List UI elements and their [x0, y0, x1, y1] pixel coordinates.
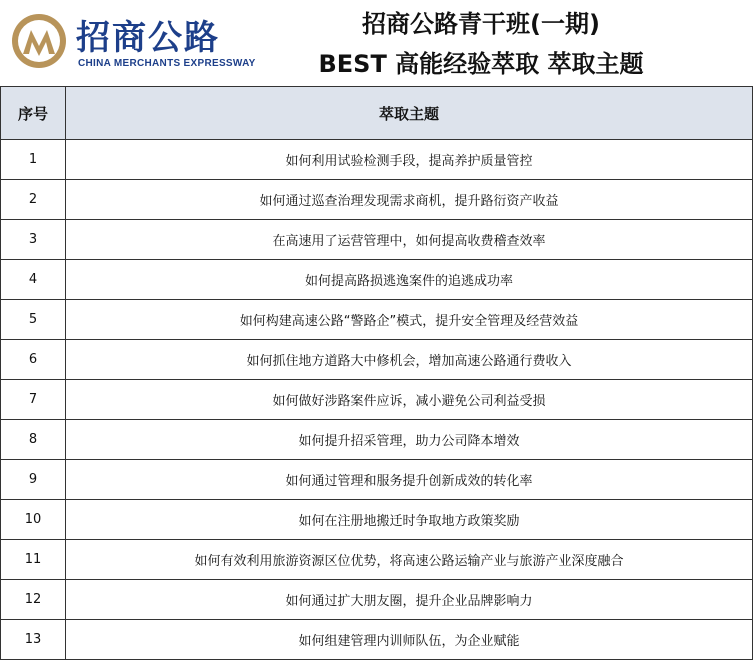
table-row [1, 340, 753, 380]
row-index: 3 [1, 220, 66, 260]
page-subtitle: BEST 高能经验萃取 萃取主题 [318, 50, 644, 78]
row-topic: 如何有效利用旅游资源区位优势，将高速公路运输产业与旅游产业深度融合 [66, 540, 753, 580]
row-topic: 如何提升招采管理，助力公司降本增效 [66, 420, 753, 460]
row-index: 10 [1, 500, 66, 540]
row-topic: 如何通过巡查治理发现需求商机，提升路衍资产收益 [66, 180, 753, 220]
brand-name-en: CHINA MERCHANTS EXPRESSWAY [78, 58, 256, 69]
column-header-index: 序号 [1, 87, 66, 140]
table-row [1, 380, 753, 420]
table-row [1, 500, 753, 540]
table-row [1, 540, 753, 580]
table-row [1, 140, 753, 180]
table-row [1, 580, 753, 620]
header [0, 0, 753, 86]
row-topic: 在高速用了运营管理中，如何提高收费稽查效率 [66, 220, 753, 260]
table-header-row [1, 87, 753, 140]
row-index: 2 [1, 180, 66, 220]
row-index: 4 [1, 260, 66, 300]
row-index: 12 [1, 580, 66, 620]
row-topic: 如何通过管理和服务提升创新成效的转化率 [66, 460, 753, 500]
row-index: 8 [1, 420, 66, 460]
row-topic: 如何通过扩大朋友圈，提升企业品牌影响力 [66, 580, 753, 620]
row-index: 11 [1, 540, 66, 580]
row-topic: 如何构建高速公路“警路企”模式，提升安全管理及经营效益 [66, 300, 753, 340]
row-topic: 如何提高路损逃逸案件的追逃成功率 [66, 260, 753, 300]
row-index: 7 [1, 380, 66, 420]
table-row [1, 460, 753, 500]
row-index: 9 [1, 460, 66, 500]
company-logo-icon [10, 12, 68, 70]
table-row [1, 420, 753, 460]
row-topic: 如何组建管理内训师队伍，为企业赋能 [66, 620, 753, 660]
row-index: 13 [1, 620, 66, 660]
row-index: 1 [1, 140, 66, 180]
row-topic: 如何在注册地搬迁时争取地方政策奖励 [66, 500, 753, 540]
row-topic: 如何利用试验检测手段，提高养护质量管控 [66, 140, 753, 180]
page-title: 招商公路青干班(一期) [362, 10, 600, 38]
row-topic: 如何做好涉路案件应诉，减小避免公司利益受损 [66, 380, 753, 420]
table-row [1, 220, 753, 260]
row-topic: 如何抓住地方道路大中修机会，增加高速公路通行费收入 [66, 340, 753, 380]
brand-name-cn: 招商公路 [76, 18, 220, 58]
row-index: 6 [1, 340, 66, 380]
row-index: 5 [1, 300, 66, 340]
topics-table [0, 86, 753, 660]
table-row [1, 180, 753, 220]
table-row [1, 620, 753, 660]
table-row [1, 300, 753, 340]
column-header-topic: 萃取主题 [66, 87, 753, 140]
table-row [1, 260, 753, 300]
